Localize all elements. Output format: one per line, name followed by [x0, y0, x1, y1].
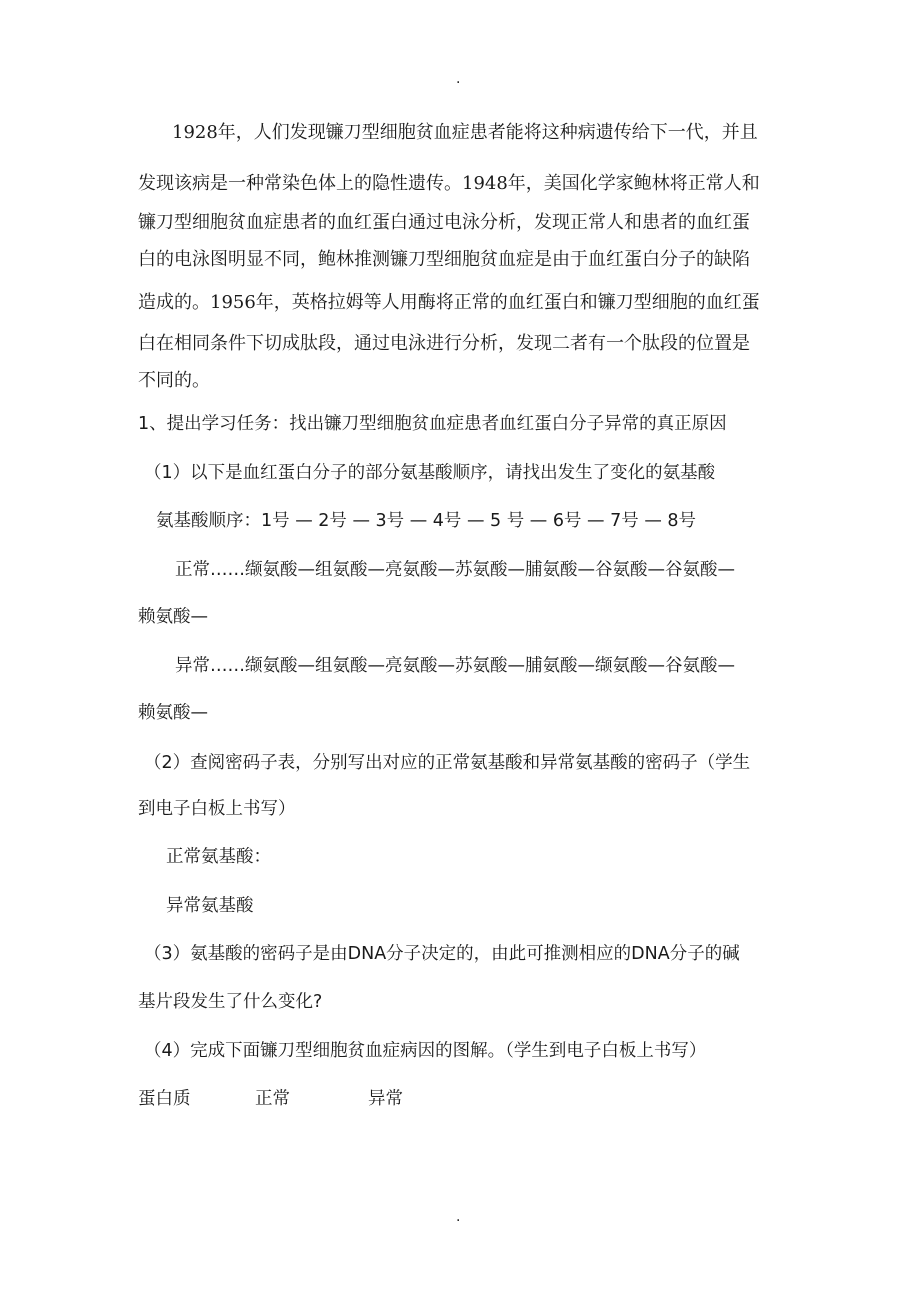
diagram-abnormal-label: 异常 [368, 1089, 403, 1109]
question-2-cont: 到电子白板上书写） [138, 799, 296, 819]
intro-line: 镰刀型细胞贫血症患者的血红蛋白通过电泳分析，发现正常人和患者的血红蛋 [138, 212, 750, 233]
normal-sequence: 正常……缬氨酸—组氨酸—亮氨酸—苏氨酸—脯氨酸—谷氨酸—谷氨酸— [175, 560, 735, 580]
diagram-protein-label: 蛋白质 [138, 1089, 191, 1109]
footer-mark: . [456, 1209, 461, 1225]
task-title: 1、提出学习任务：找出镰刀型细胞贫血症患者血红蛋白分子异常的真正原因 [138, 414, 727, 434]
normal-amino-acid-label: 正常氨基酸： [166, 847, 271, 867]
intro-line: 发现该病是一种常染色体上的隐性遗传。1948年，美国化学家鲍林将正常人和 [138, 173, 760, 194]
intro-line: 白的电泳图明显不同，鲍林推测镰刀型细胞贫血症是由于血红蛋白分子的缺陷 [138, 249, 750, 270]
normal-sequence-cont: 赖氨酸— [138, 607, 208, 627]
header-mark: . [456, 71, 461, 87]
question-1: （1）以下是血红蛋白分子的部分氨基酸顺序，请找出发生了变化的氨基酸 [144, 463, 716, 483]
abnormal-amino-acid-label: 异常氨基酸 [166, 896, 254, 916]
amino-acid-order: 氨基酸顺序：1号 — 2号 — 3号 — 4号 — 5 号 — 6号 — 7号 — 8号 [156, 511, 697, 531]
question-3-cont: 基片段发生了什么变化? [138, 992, 323, 1012]
question-3: （3）氨基酸的密码子是由DNA分子决定的，由此可推测相应的DNA分子的碱 [144, 944, 740, 964]
diagram-normal-label: 正常 [255, 1089, 290, 1109]
intro-line: 不同的。 [138, 370, 210, 391]
question-4: （4）完成下面镰刀型细胞贫血症病因的图解。（学生到电子白板上书写） [144, 1041, 707, 1061]
intro-line: 1928年，人们发现镰刀型细胞贫血症患者能将这种病遗传给下一代，并且 [172, 122, 758, 143]
abnormal-sequence-cont: 赖氨酸— [138, 703, 208, 723]
intro-line: 白在相同条件下切成肽段，通过电泳进行分析，发现二者有一个肽段的位置是 [138, 333, 750, 354]
question-2: （2）查阅密码子表，分别写出对应的正常氨基酸和异常氨基酸的密码子（学生 [144, 753, 751, 773]
abnormal-sequence: 异常……缬氨酸—组氨酸—亮氨酸—苏氨酸—脯氨酸—缬氨酸—谷氨酸— [175, 656, 735, 676]
intro-line: 造成的。1956年，英格拉姆等人用酶将正常的血红蛋白和镰刀型细胞的血红蛋 [138, 292, 760, 313]
